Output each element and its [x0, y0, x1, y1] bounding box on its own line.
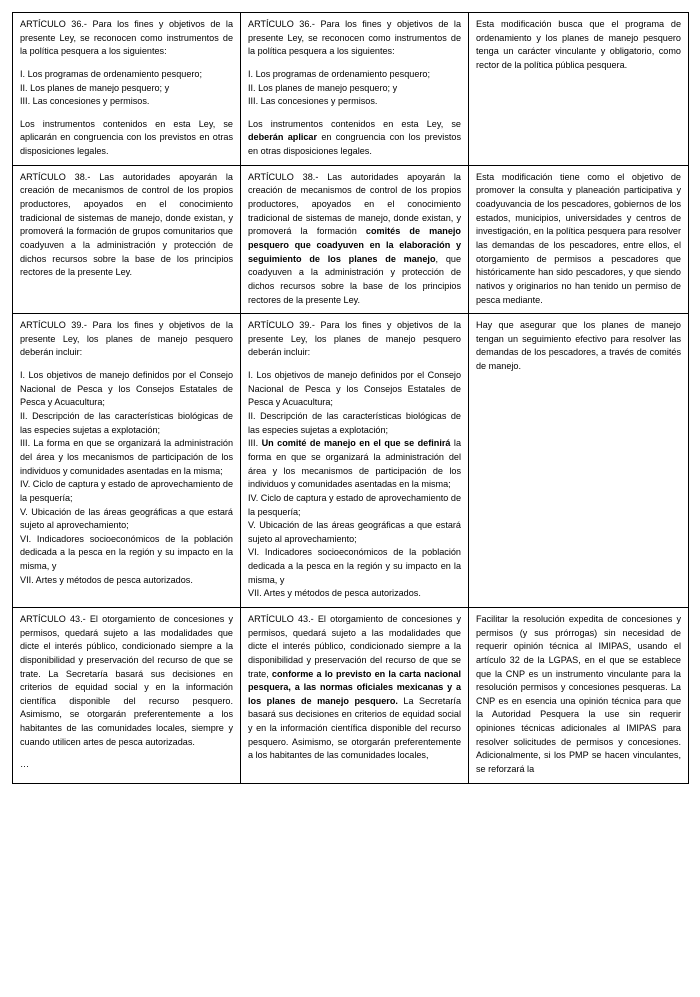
cell-original-text	[13, 607, 241, 783]
list-item: I. Los programas de ordenamiento pesquero;	[20, 68, 202, 79]
paragraph	[248, 118, 461, 159]
table-row	[13, 607, 689, 783]
text-run-bold: Un comité de manejo en el que se definirá	[261, 438, 451, 449]
cell-proposed-text	[241, 607, 469, 783]
list-item: IV. Ciclo de captura y estado de aprovechamiento de la pesquería;	[20, 479, 233, 503]
paragraph: ARTÍCULO 39.- Para los fines y objetivos de la presente Ley, los planes de manejo pesquero deberán incluir:	[248, 320, 461, 358]
paragraph	[248, 171, 461, 307]
cell-original-text	[13, 13, 241, 166]
list-item: V. Ubicación de las áreas geográficas a que estará sujeto al aprovechamiento;	[20, 506, 233, 531]
paragraph: Hay que asegurar que los planes de manejo tengan un seguimiento efectivo para resolver las demandas de los pescadores, a través de comités de manejo.	[476, 320, 681, 372]
paragraph: ARTÍCULO 36.- Para los fines y objetivos de la presente Ley, se reconocen como instrumentos de la política pesquera a los siguientes:	[20, 19, 233, 57]
text-run: ARTÍCULO 43.- El otorgamiento de concesiones y permisos, quedará sujeto a las modalidades que dicte el interés público, condicionado siempre a la disponibilidad y preservación del recurso de que se trate,	[248, 613, 461, 679]
cell-comment	[469, 607, 689, 783]
list-item: V. Ubicación de las áreas geográficas a que estará sujeto al aprovechamiento;	[248, 520, 461, 544]
paragraph: ARTÍCULO 38.- Las autoridades apoyarán la creación de mecanismos de control de los propios productores, apoyados en el conocimiento tradicional de sistemas de manejo, donde existan, y promoverá la formación de grupos comunitarios que coadyuven a la administración y protección de dichos recursos sobre la base de los principios rectores de la presente Ley.	[20, 171, 233, 278]
table-row	[13, 13, 689, 166]
cell-comment	[469, 314, 689, 608]
table-row	[13, 314, 689, 608]
list-item: VII. Artes y métodos de pesca autorizados.	[248, 588, 421, 599]
list-item: II. Los planes de manejo pesquero; y	[248, 82, 398, 93]
cell-original-text	[13, 165, 241, 313]
list-item: IV. Ciclo de captura y estado de aprovechamiento de la pesquería;	[248, 492, 461, 517]
text-run-bold: comités de manejo pesquero que coadyuven en la elaboración y seguimiento de los planes de manejo	[248, 226, 461, 264]
paragraph: Los instrumentos contenidos en esta Ley, se aplicarán en congruencia con los previstos en otras disposiciones legales.	[20, 118, 233, 157]
cell-proposed-text	[241, 13, 469, 166]
text-run: La Secretaría basará sus decisiones en criterios de equidad social y en la información científica disponible del recurso pesquero. Asimismo, se otorgarán preferentemente a los habitantes de las comunidades locales,	[248, 695, 461, 761]
text-run: III.	[248, 438, 262, 449]
cell-original-text	[13, 314, 241, 608]
paragraph: ARTÍCULO 36.- Para los fines y objetivos de la presente Ley, se reconocen como instrumentos de la política pesquera a los siguientes:	[248, 19, 461, 57]
paragraph: ARTÍCULO 39.- Para los fines y objetivos de la presente Ley, los planes de manejo pesquero deberán incluir:	[20, 320, 233, 358]
list-item: II. Descripción de las características biológicas de las especies sujetas a explotación;	[20, 411, 233, 435]
list-item: III. La forma en que se organizará la administración del área y los mecanismos de participación de los individuos y comunidades asentadas en la misma;	[20, 438, 233, 476]
list-item: VI. Indicadores socioeconómicos de la población dedicada a la pesca en la región y su impacto en la misma, y	[20, 533, 233, 572]
text-run-bold: deberán aplicar	[248, 132, 318, 143]
table-body	[13, 13, 689, 784]
list-item: III. Las concesiones y permisos.	[20, 96, 150, 107]
paragraph	[248, 613, 461, 763]
list-item: VI. Indicadores socioeconómicos de la población dedicada a la pesca en la región y su impacto en la misma, y	[248, 547, 461, 585]
list-item: III. Las concesiones y permisos.	[248, 96, 378, 107]
paragraph: Esta modificación tiene como el objetivo de promover la consulta y planeación participativa y coadyuvancia de los pescadores, gobiernos de los estados, municipios, universidades y centros de investigación, en la política pesquera para resolver las demandas de los pescadores, entre ellos, el otorgamiento de permisos a pescadores que históricamente han sido pescadores, y que siendo nativos y originarios no han tenido un permiso de pesca mediante.	[476, 171, 681, 305]
comparison-table	[12, 12, 689, 784]
paragraph: Facilitar la resolución expedita de concesiones y permisos (y sus prórrogas) sin necesidad de requerir opinión técnica al IMIPAS, usando el artículo 32 de la LGPAS, en el que se establece que la CNP es un instrumento vinculante para la resolución permisos y concesiones pesqueras. La CNP es en esencia una opinión técnica para que la Autoridad Pesquera la use sin requerir opiniones técnicas adicionales al IMIPAS para resolver solicitudes de permisos y concesiones. Adicionalmente, si los PMP se hacen vinculantes, se reforzará la	[476, 613, 681, 775]
table-row	[13, 165, 689, 313]
list-item: I. Los programas de ordenamiento pesquero;	[248, 68, 430, 79]
list-item: I. Los objetivos de manejo definidos por el Consejo Nacional de Pesca y los Consejos Estatales de Pesca y Acuacultura;	[248, 370, 461, 408]
text-run: ARTÍCULO 38.- Las autoridades apoyarán la creación de mecanismos de control de los propios productores, apoyados en el conocimiento tradicional de sistemas de manejo, donde existan, y promoverá la formación	[248, 171, 461, 237]
text-run-bold: conforme a lo previsto en la carta nacional pesquera, a las normas oficiales mexicanas y a los planes de manejo pesquero.	[248, 668, 462, 706]
list-item	[248, 437, 461, 492]
list-item: II. Descripción de las características biológicas de las especies sujetas a explotación;	[248, 411, 461, 435]
text-run: Los instrumentos contenidos en esta Ley, se	[248, 118, 461, 129]
cell-comment	[469, 165, 689, 313]
list-item: I. Los objetivos de manejo definidos por el Consejo Nacional de Pesca y los Consejos Estatales de Pesca y Acuacultura;	[20, 370, 233, 408]
list-item: II. Los planes de manejo pesquero; y	[20, 82, 170, 93]
paragraph: Esta modificación busca que el programa de ordenamiento y los planes de manejo pesquero tenga un carácter vinculante y obligatorio, como rector de la política pública pesquera.	[476, 19, 681, 70]
cell-proposed-text	[241, 314, 469, 608]
text-run: la forma en que se organizará la administración del área y los mecanismos de participación de los individuos y comunidades asentadas en la misma;	[248, 438, 462, 490]
list-item: VII. Artes y métodos de pesca autorizados.	[20, 574, 193, 585]
text-run: en congruencia con los previstos en otras disposiciones legales.	[248, 132, 461, 157]
paragraph: ARTÍCULO 43.- El otorgamiento de concesiones y permisos, quedará sujeto a las modalidades que dicte el interés público, condicionado siempre a la disponibilidad y preservación del recurso de que se trate. La Secretaría basará sus decisiones en criterios de equidad social y en la información científica disponible del recurso pesquero. Asimismo, se otorgarán preferentemente a los habitantes de las comunidades locales, siempre y cuando utilicen artes de pesca autorizadas.	[20, 613, 233, 747]
paragraph-continuation: …	[20, 759, 31, 770]
text-run: , que coadyuven a la administración y protección de dichos recursos sobre la base de los principios rectores de la presente Ley.	[248, 253, 462, 305]
cell-comment	[469, 13, 689, 166]
cell-proposed-text	[241, 165, 469, 313]
